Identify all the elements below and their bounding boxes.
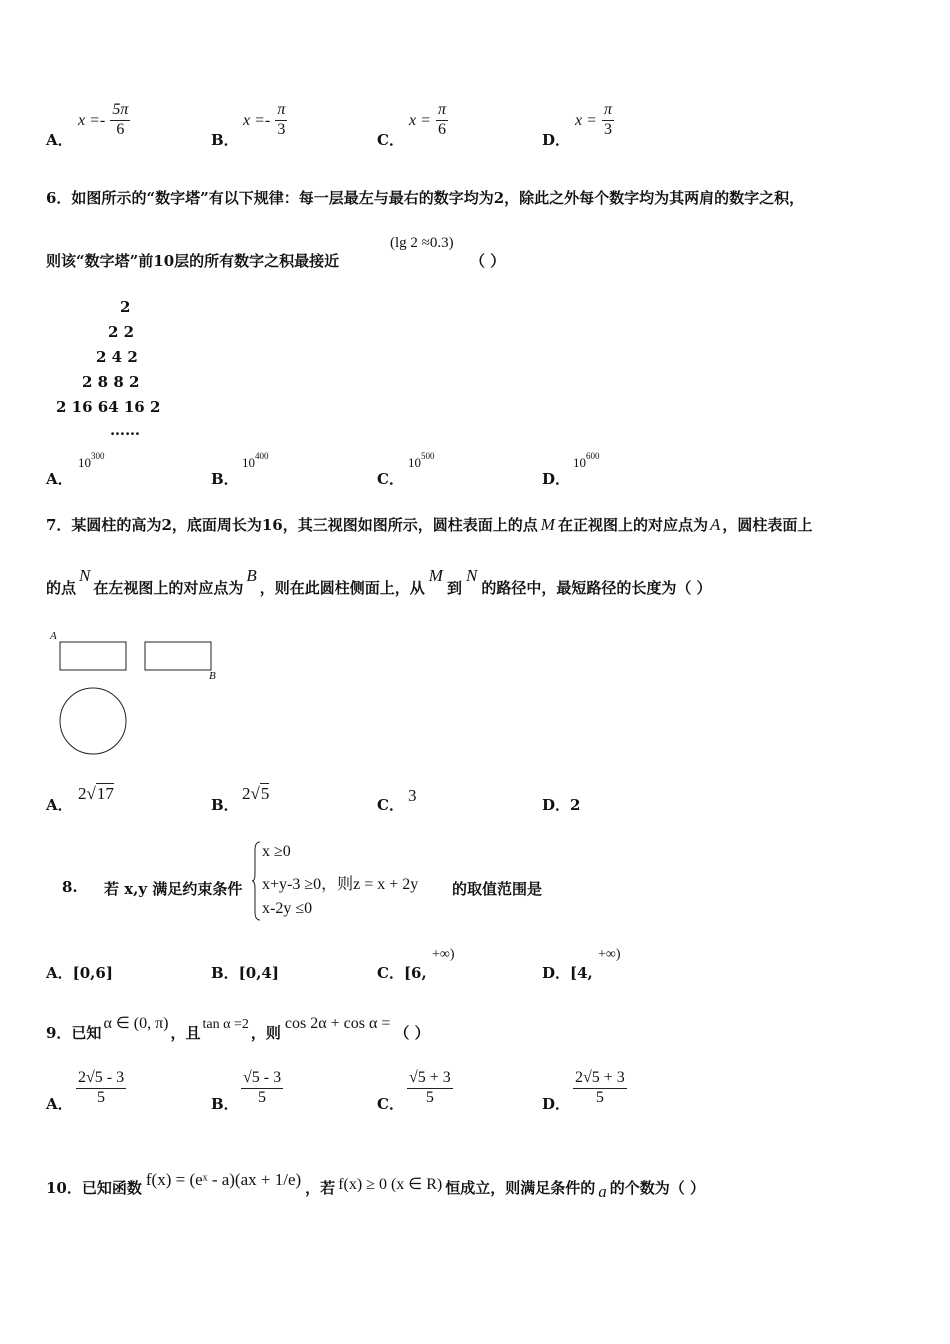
q6-tower-row-5: 2 16 64 16 2 — [56, 398, 161, 416]
q7-top-view-circle — [60, 688, 126, 754]
q8-option-b: B．[0,4] — [211, 964, 279, 982]
q8-constraint-2: x+y-3 ≥0，则z = x + 2y — [262, 876, 419, 893]
q7-option-a-value: 2√17 — [78, 784, 114, 803]
q9-stem: 9．已知α ∈ (0, π)，且 tan α =2 ，则cos 2α + cos α =（ ） — [46, 1015, 430, 1042]
q8-constraint-1: x ≥0 — [262, 843, 291, 860]
q6-option-a-value: $10^{300}$ — [78, 451, 105, 470]
q6-answer-paren: （ ） — [470, 252, 506, 270]
q5-option-a-label: A． — [46, 131, 73, 149]
q7-option-d-label: D．2 — [542, 796, 581, 814]
q6-option-c-label: C． — [377, 470, 404, 488]
q5-option-d-label: D． — [542, 131, 571, 149]
q9-option-b-value: $\frac{√5 - 3}{5}$ — [243, 1069, 282, 1106]
q8-option-d: D．[4, — [542, 964, 593, 982]
q9-option-c-value: $\frac{√5 + 3}{5}$ — [409, 1069, 451, 1106]
q6-hint: (lg 2 ≈0.3) — [390, 235, 454, 251]
q9-option-c-label: C． — [377, 1095, 404, 1113]
q7-side-view-rect — [145, 642, 211, 670]
q5-option-c-formula: x = $\frac{\pi}{6}$ — [409, 101, 447, 138]
q6-option-c-value: $10^{500}$ — [408, 451, 435, 470]
q8-option-c-tail: +∞) — [432, 947, 455, 962]
q6-stem-line2: 则该“数字塔”前10层的所有数字之积最接近 — [46, 252, 340, 270]
q7-option-b-value: 2√5 — [242, 784, 270, 803]
q8-constraint-3: x-2y ≤0 — [262, 900, 313, 917]
q9-option-a-label: A． — [46, 1095, 73, 1113]
q8-brace — [252, 840, 262, 922]
q5-option-c-label: C． — [377, 131, 404, 149]
q6-option-d-value: $10^{600}$ — [573, 451, 600, 470]
q6-tower-row-4: 2 8 8 2 — [82, 373, 140, 391]
q10-stem: 10．已知函数 f(x) = (eˣ - a)(ax + 1/e) ，若 f(x) ≥ 0 (x ∈ R) 恒成立，则满足条件的 a 的个数为（ ） — [46, 1170, 705, 1201]
q6-stem-line1: 6．如图所示的“数字塔”有以下规律：每一层最左与最右的数字均为2，除此之外每个数字均为其两肩的数字之积， — [46, 189, 805, 207]
q7-stem-line2: 的点N在左视图上的对应点为B，则在此圆柱侧面上，从M到N的路径中，最短路径的长度为（ ） — [46, 566, 712, 597]
q7-front-view-rect — [60, 642, 126, 670]
q7-option-b-label: B． — [211, 796, 239, 814]
q6-option-b-label: B． — [211, 470, 239, 488]
q7-option-c-label: C． — [377, 796, 404, 814]
q7-option-c-value: 3 — [408, 786, 417, 805]
q8-option-a: A．[0,6] — [46, 964, 113, 982]
q8-option-c: C．[6, — [377, 964, 427, 982]
q7-figure-label-b: B — [209, 670, 216, 682]
q6-option-a-label: A． — [46, 470, 73, 488]
q8-stem-a: 若 x,y 满足约束条件 — [104, 880, 243, 898]
q5-option-b-formula: x =- $\frac{\pi}{3}$ — [243, 101, 286, 138]
q7-figure-label-a: A — [50, 630, 57, 642]
q8-stem-b: 的取值范围是 — [452, 880, 543, 898]
q8-number: 8. — [62, 878, 78, 896]
q6-option-b-value: $10^{400}$ — [242, 451, 269, 470]
q6-tower-row-2: 2 2 — [108, 323, 135, 341]
q6-tower-row-1: 2 — [120, 298, 131, 316]
q9-option-b-label: B． — [211, 1095, 239, 1113]
q9-option-a-value: $\frac{2√5 - 3}{5}$ — [78, 1069, 125, 1106]
q6-tower-ellipsis: …… — [110, 421, 140, 439]
q5-option-d-formula: x = $\frac{\pi}{3}$ — [575, 101, 613, 138]
q7-option-a-label: A． — [46, 796, 73, 814]
q7-option-d-value: 2 — [570, 796, 581, 814]
q7-three-view-figure — [46, 630, 236, 760]
q7-stem-line1: 7．某圆柱的高为2，底面周长为16，其三视图如图所示，圆柱表面上的点 M 在正视图上的对应点为 A ，圆柱表面上 — [46, 515, 813, 534]
q5-option-a-formula: x =- $\frac{5\pi}{6}$ — [78, 101, 129, 138]
q8-option-d-tail: +∞) — [598, 947, 621, 962]
q5-option-b-label: B． — [211, 131, 239, 149]
q6-tower-row-3: 2 4 2 — [96, 348, 138, 366]
q9-option-d-value: $\frac{2√5 + 3}{5}$ — [575, 1069, 625, 1106]
q6-option-d-label: D． — [542, 470, 571, 488]
q9-option-d-label: D． — [542, 1095, 571, 1113]
